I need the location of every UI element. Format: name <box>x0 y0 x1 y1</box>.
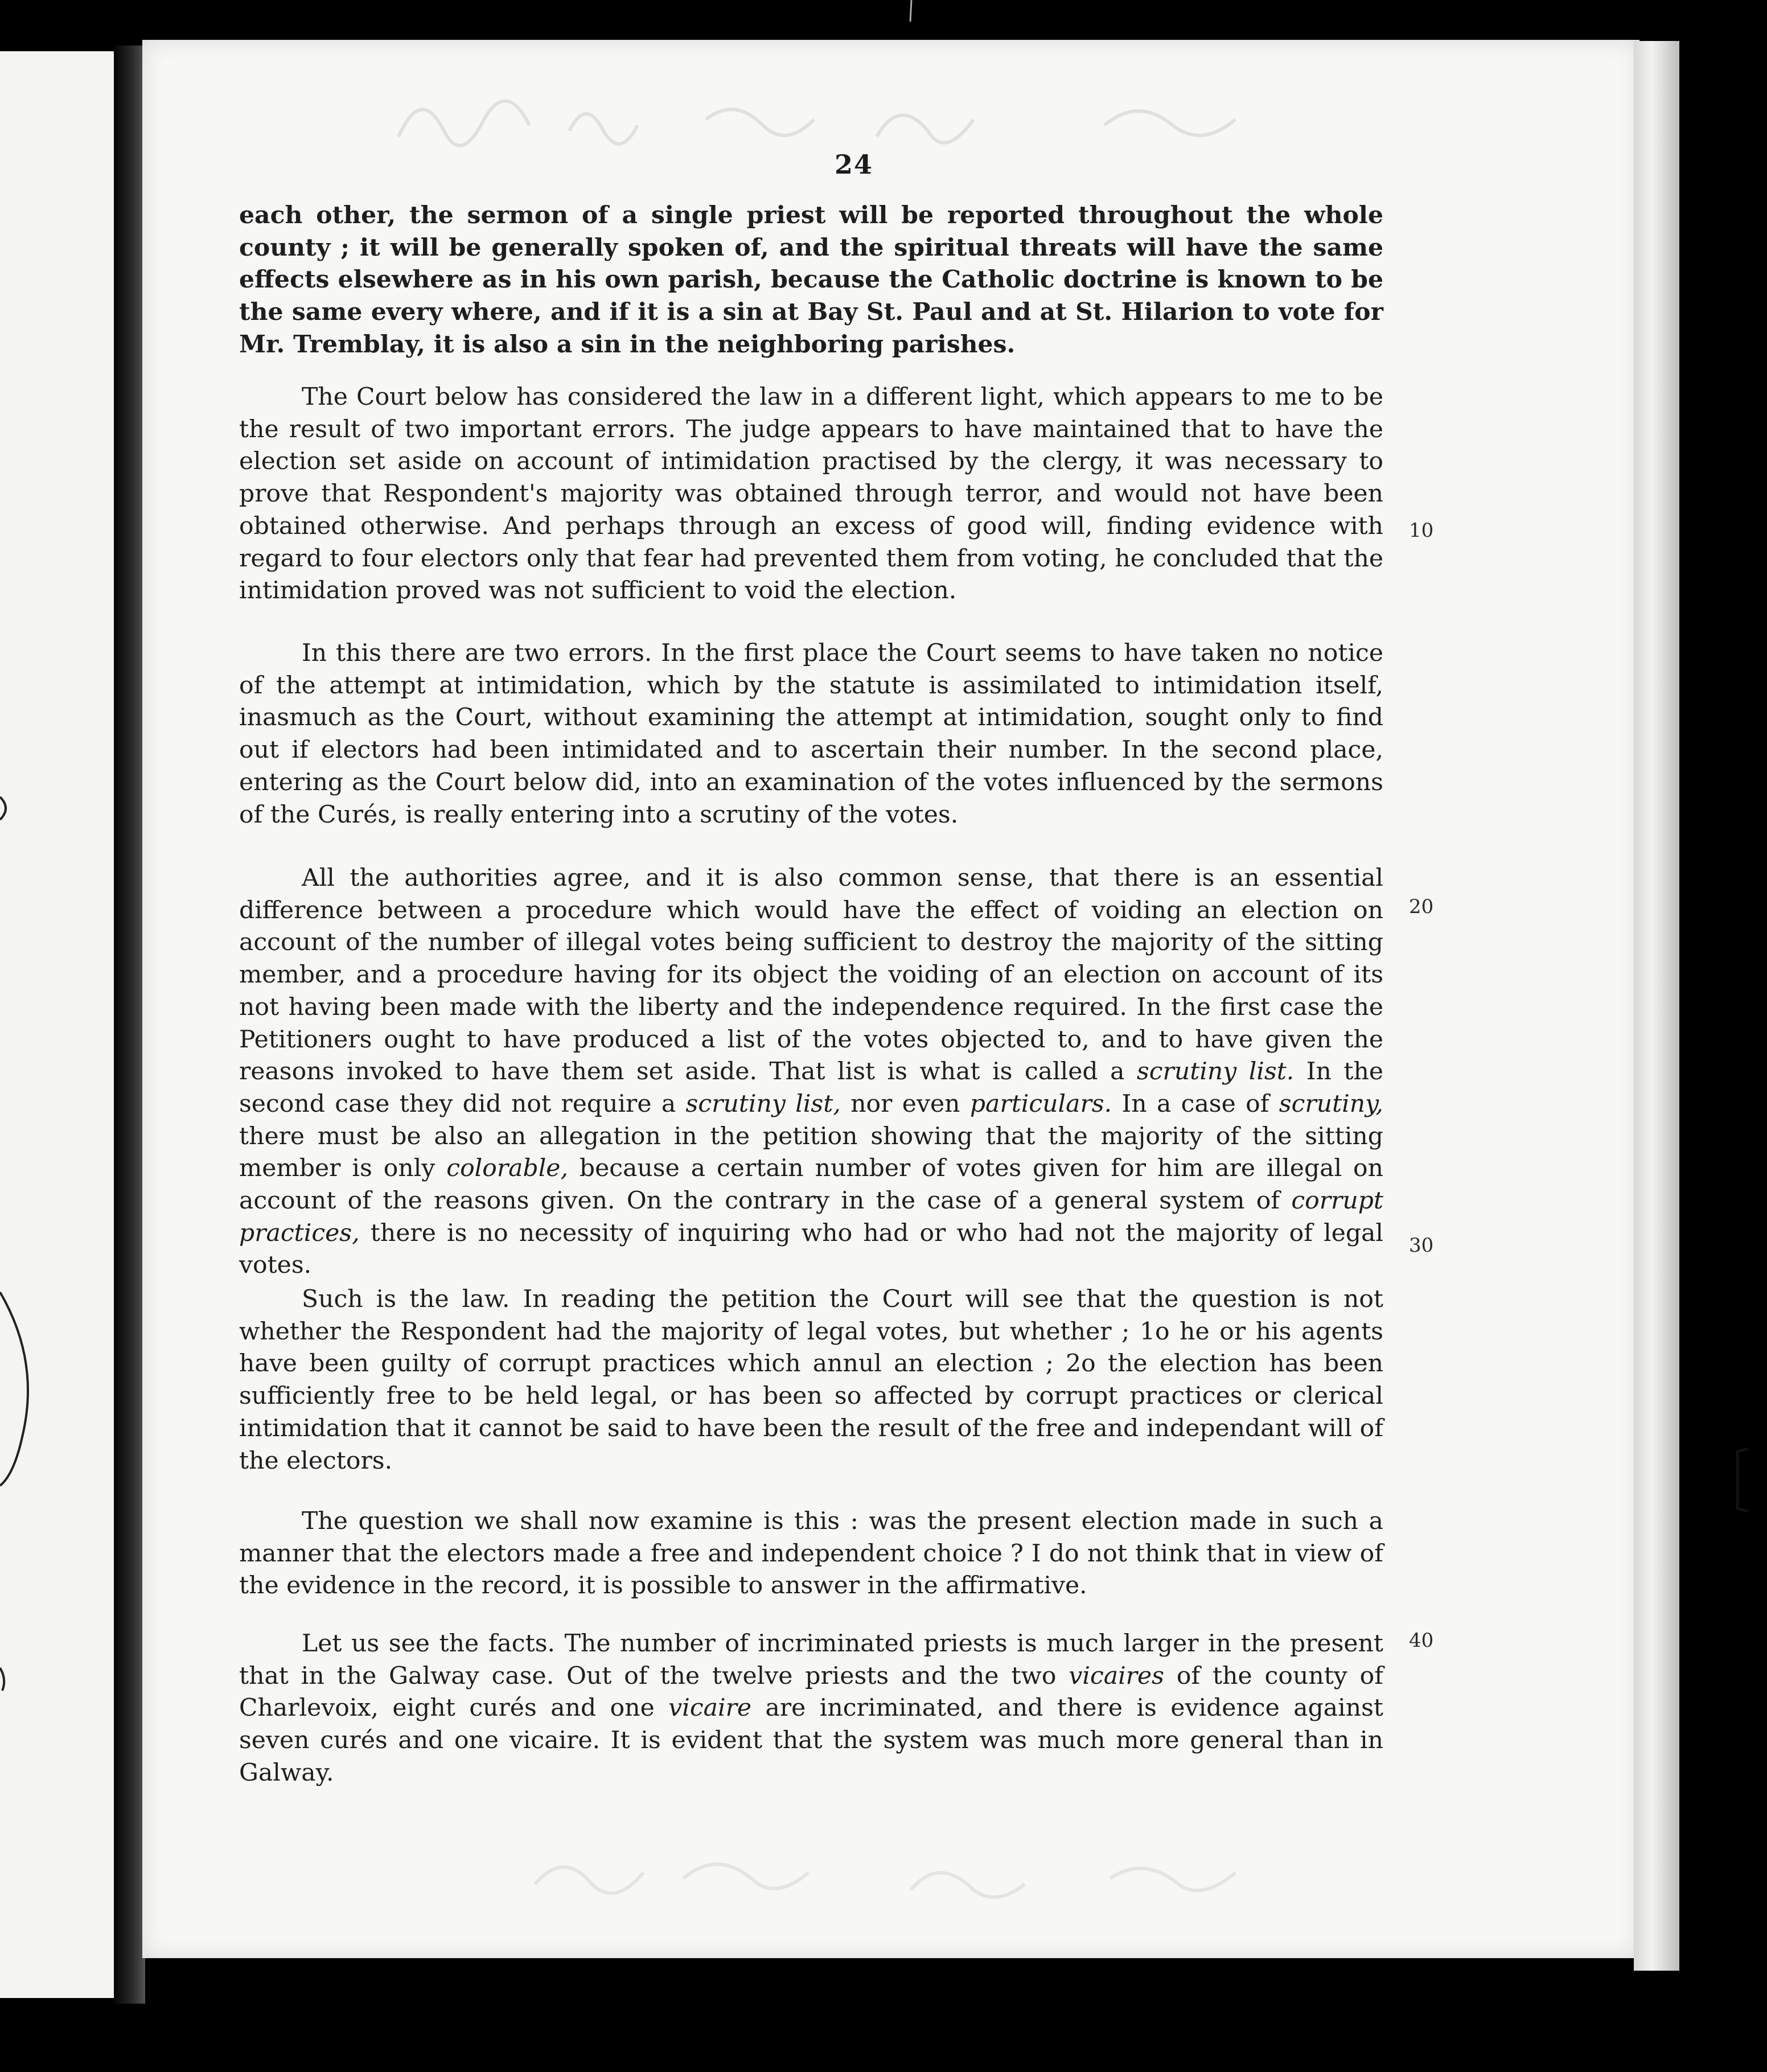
paragraph-4-italic-6: corrupt practices, <box>239 1187 1383 1247</box>
paragraph-7-text-2: of the county of Charlevoix, eight curés and one <box>239 1662 1383 1722</box>
paragraph-4-text-1: All the authorities agree, and it is also common sense, that there is an essential difference between a procedure which would have the effect of voiding an election on account of the number of illegal votes being sufficient to destroy the majority of the sitting member, and a procedure having for its object the voiding of an election on account of its not having been made with the liberty and the independence required. In the first case the Petitioners ought to have produced a list of the votes objected to, and to have given the reasons invoked to have them set aside. That list is what is called a <box>239 864 1383 1086</box>
paragraph-1: each other, the sermon of a single priest will be reported throughout the whole county ; it will be generally spoken of, and the spiritual threats will have the same effects elsewhere as in his own parish, because the Catholic doctrine is known to be the same every where, and if it is a sin at Bay St. Paul and at St. Hilarion to vote for Mr. Tremblay, it is also a sin in the neighboring parishes. <box>239 201 1383 359</box>
paragraph-4 <box>239 862 1383 1282</box>
paragraph-4-text-4: In a case of <box>1112 1090 1279 1118</box>
paragraph-4-text-6: because a certain number of votes given for him are illegal on account of the reasons given. On the contrary in the case of a general system of <box>239 1154 1383 1215</box>
paragraph-7 <box>239 1628 1383 1790</box>
paragraph-3: In this there are two errors. In the first place the Court seems to have taken no notice of the attempt at intimidation, which by the statute is assimilated to intimidation itself, inasmuch as the Court, without examining the attempt at intimidation, sought only to find out if electors had been intimidated and to ascertain their number. In the second place, entering as the Court below did, into an examination of the votes influenced by the sermons of the Curés, is really entering into a scrutiny of the votes. <box>239 639 1383 829</box>
scan-artifact-mark <box>908 0 915 23</box>
paragraph-4-italic-5: colorable, <box>446 1154 568 1183</box>
paragraph-4-text-7: there is no necessity of inquiring who had or who had not the majority of legal votes. <box>239 1219 1383 1280</box>
facing-page-marks <box>0 51 114 1998</box>
paragraph-4-text-2: In the second case they did not require a <box>239 1058 1383 1118</box>
faint-handwriting-bottom <box>512 1839 1366 1907</box>
paragraph-4-text-3: nor even <box>840 1090 970 1118</box>
paragraph-4-italic-3: particulars. <box>969 1090 1112 1118</box>
paragraph-7-italic-2: vicaire <box>668 1694 752 1722</box>
paragraph-7-text-3: are incriminated, and there is evidence against seven curés and one vicaire. It is evident that the system was much more general than in Galway. <box>239 1694 1383 1787</box>
line-number-40: 40 <box>1409 1629 1434 1652</box>
paragraph-4-italic-2: scrutiny list, <box>685 1090 841 1118</box>
book-gutter <box>114 46 145 2004</box>
page-number: 24 <box>834 149 873 180</box>
line-number-20: 20 <box>1409 895 1434 918</box>
paragraph-2: The Court below has considered the law in a different light, which appears to me to be the result of two important errors. The judge appears to have maintained that to have the election set aside on account of intimidation practised by the clergy, it was necessary to prove that Respondent's majority was obtained through terror, and would not have been obtained otherwise. And perhaps through an excess of good will, finding evidence with regard to four electors only that fear had prevented them from voting, he concluded that the intimidation proved was not sufficient to void the election. <box>239 383 1383 605</box>
page-curl <box>1634 41 1679 1971</box>
paragraph-5: Such is the law. In reading the petition the Court will see that the question is not whether the Respondent had the majority of legal votes, but whether ; 1o he or his agents have been guilty of corrupt practices which annul an election ; 2o the election has been sufficiently free to be held legal, or has been so affected by corrupt practices or clerical intimidation that it cannot be said to have been the result of the free and independant will of the electors. <box>239 1285 1383 1475</box>
paragraph-4-text-5: there must be also an allegation in the petition showing that the majority of the sitting member is only <box>239 1122 1383 1183</box>
facing-page-edge <box>0 51 114 1998</box>
paragraph-7-text-1: Let us see the facts. The number of incriminated priests is much larger in the present that in the Galway case. Out of the twelve priests and the two <box>239 1630 1383 1690</box>
line-number-30: 30 <box>1409 1234 1434 1257</box>
paragraph-7-italic-1: vicaires <box>1069 1662 1164 1690</box>
faint-handwriting-top <box>364 68 1446 171</box>
paragraph-6: The question we shall now examine is this : was the present election made in such a manner that the electors made a free and independent choice ? I do not think that in view of the evidence in the record, it is possible to answer in the affirmative. <box>239 1507 1383 1600</box>
paragraph-4-italic-1: scrutiny list. <box>1136 1058 1295 1086</box>
paragraph-4-italic-4: scrutiny, <box>1279 1090 1383 1118</box>
margin-bracket-mark <box>1731 1446 1753 1514</box>
line-number-10: 10 <box>1409 519 1434 542</box>
